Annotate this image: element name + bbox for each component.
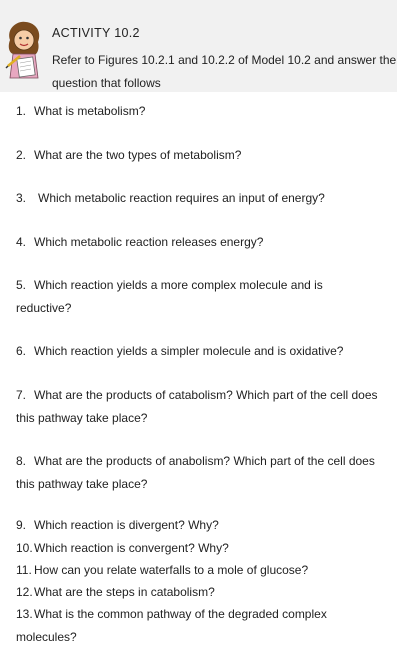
question-item — [16, 100, 396, 123]
question-number: 9. — [16, 518, 27, 532]
question-number: 11. — [16, 563, 32, 577]
question-item — [16, 603, 356, 649]
question-text: What are the products of catabolism? Which part of the cell does this pathway take place? — [16, 388, 378, 425]
question-item — [16, 231, 396, 254]
question-item — [16, 384, 396, 430]
question-item — [16, 144, 396, 167]
question-text: Which reaction is convergent? Why? — [34, 541, 229, 555]
question-item — [16, 581, 396, 604]
activity-header — [0, 0, 397, 92]
activity-instruction: Refer to Figures 10.2.1 and 10.2.2 of Model 10.2 and answer the question that follows — [52, 53, 397, 90]
question-item — [16, 514, 396, 537]
question-text: Which metabolic reaction requires an input of energy? — [38, 191, 325, 205]
question-text: What are the products of anabolism? Which part of the cell does this pathway take place? — [16, 454, 375, 491]
question-text: Which reaction yields a more complex molecule and is reductive? — [16, 278, 323, 315]
question-number: 8. — [16, 454, 27, 468]
question-text: How can you relate waterfalls to a mole of glucose? — [34, 563, 309, 577]
question-text: Which reaction is divergent? Why? — [34, 518, 219, 532]
question-item — [16, 537, 396, 560]
question-text: What is metabolism? — [34, 104, 146, 118]
question-number: 2. — [16, 148, 27, 162]
question-number: 6. — [16, 344, 27, 358]
question-number: 13. — [16, 607, 33, 621]
question-number: 4. — [16, 235, 27, 249]
question-text: Which metabolic reaction releases energy? — [34, 235, 264, 249]
question-number: 3. — [16, 191, 27, 205]
question-item — [16, 274, 356, 320]
question-item — [16, 340, 396, 363]
question-item — [16, 559, 396, 582]
question-number: 5. — [16, 278, 27, 292]
question-text: What are the two types of metabolism? — [34, 148, 242, 162]
question-number: 1. — [16, 104, 27, 118]
question-text: What are the steps in catabolism? — [34, 585, 215, 599]
question-item — [16, 450, 396, 496]
question-text: What is the common pathway of the degraded complex molecules? — [16, 607, 327, 644]
question-number: 10. — [16, 541, 33, 555]
question-number: 7. — [16, 388, 27, 402]
girl-writing-icon — [4, 20, 44, 82]
question-number: 12. — [16, 585, 33, 599]
question-text: Which reaction yields a simpler molecule and is oxidative? — [34, 344, 344, 358]
activity-title: ACTIVITY 10.2 — [52, 26, 140, 40]
question-item — [16, 187, 396, 210]
